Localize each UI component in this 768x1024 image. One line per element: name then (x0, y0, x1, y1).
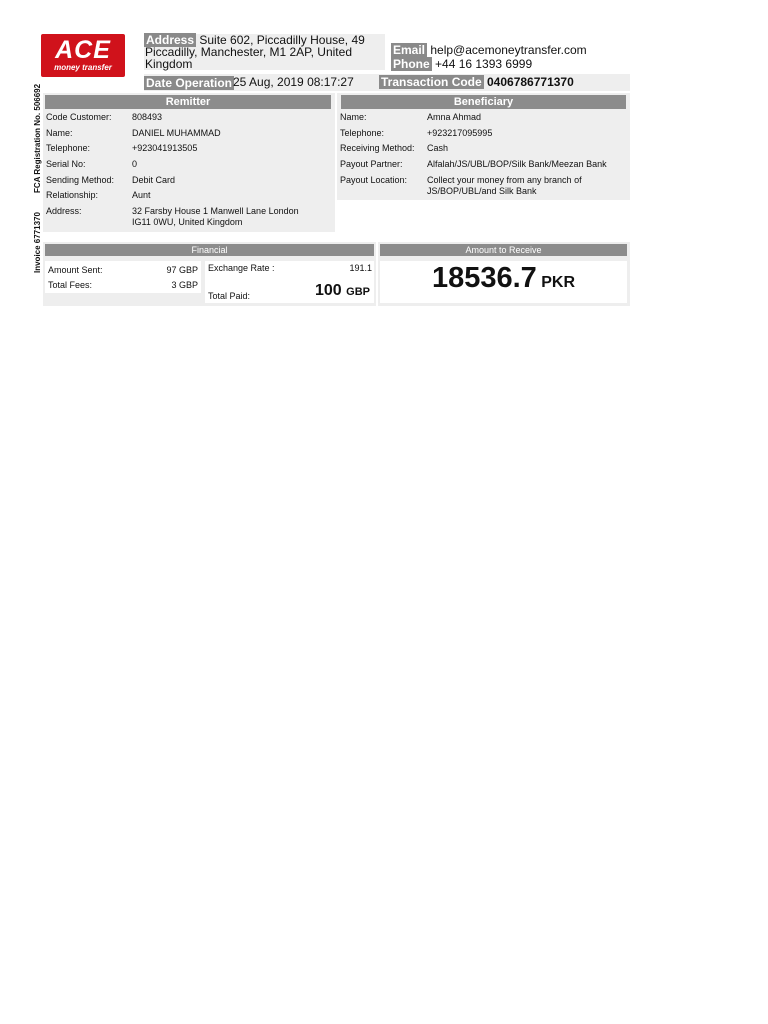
address-label: Address (146, 33, 195, 47)
total-paid-amount (315, 282, 370, 300)
remitter-header: Remitter (45, 95, 331, 109)
ace-logo (41, 34, 125, 77)
beneficiary-value: Alfalah/JS/UBL/BOP/Silk Bank/Meezan Bank (427, 159, 607, 169)
exchange-rate-label: Exchange Rate : (208, 263, 275, 273)
transaction-code: 0406786771370 (487, 75, 574, 89)
remitter-label: Sending Method: (46, 175, 115, 185)
remitter-value: 32 Farsby House 1 Manwell Lane London (132, 206, 299, 216)
date-label: Date Operation (146, 76, 233, 90)
remitter-value: Aunt (132, 190, 151, 200)
total-paid-value: 100 (315, 282, 342, 299)
remitter-value: 808493 (132, 112, 163, 122)
remitter-value: +923041913505 (132, 143, 198, 153)
remitter-label: Telephone: (46, 143, 91, 153)
email-value[interactable]: help@acemoneytransfer.com (430, 43, 587, 57)
remitter-label: Relationship: (46, 190, 99, 200)
remitter-value-line2: IG11 0WU, United Kingdom (132, 217, 243, 227)
email-label: Email (393, 43, 426, 57)
amount-sent-label: Amount Sent: (48, 265, 103, 275)
amount-sent-value: 97 GBP (166, 265, 198, 275)
address-line2: Piccadilly, Manchester, M1 2AP, United (145, 45, 352, 59)
beneficiary-value: Collect your money from any branch of (427, 175, 582, 185)
beneficiary-value: Cash (427, 143, 449, 153)
address-block (144, 34, 385, 70)
address-line3: Kingdom (145, 57, 193, 71)
beneficiary-label: Payout Partner: (340, 159, 403, 169)
exchange-rate-value: 191.1 (349, 263, 372, 273)
transaction-label: Transaction Code (381, 75, 482, 89)
remitter-label: Serial No: (46, 159, 86, 169)
contact-block (391, 43, 587, 71)
total-paid-currency: GBP (346, 286, 370, 298)
total-fees-label: Total Fees: (48, 280, 93, 290)
invoice-number: Invoice 6771370 (33, 212, 42, 273)
beneficiary-value-line2: JS/BOP/UBL/and Silk Bank (427, 186, 537, 196)
remitter-label: Address: (46, 206, 82, 216)
fca-registration: FCA Registration No. 506692 (33, 83, 42, 193)
receive-box (380, 261, 627, 303)
receive-amount: 18536.7 (431, 262, 537, 294)
financial-header: Financial (45, 244, 374, 256)
address-line1: Suite 602, Piccadilly House, 49 (199, 33, 365, 47)
remitter-label: Name: (46, 128, 73, 138)
beneficiary-header: Beneficiary (341, 95, 626, 109)
beneficiary-label: Receiving Method: (340, 143, 415, 153)
phone-label: Phone (393, 57, 430, 71)
logo-tagline: money transfer (54, 63, 112, 72)
total-fees-value: 3 GBP (171, 280, 198, 290)
receive-header: Amount to Receive (380, 244, 627, 256)
beneficiary-label: Name: (340, 112, 367, 122)
remitter-value: DANIEL MUHAMMAD (132, 128, 221, 138)
remitter-value: 0 (132, 159, 138, 169)
phone-value: +44 16 1393 6999 (435, 57, 533, 71)
remitter-value: Debit Card (132, 175, 176, 185)
beneficiary-label: Telephone: (340, 128, 385, 138)
beneficiary-value: +923217095995 (427, 128, 493, 138)
logo-brand: ACE (55, 36, 111, 64)
beneficiary-value: Amna Ahmad (427, 112, 482, 122)
date-value: 25 Aug, 2019 08:17:27 (233, 75, 354, 89)
receive-panel (378, 242, 630, 306)
remitter-label: Code Customer: (46, 112, 112, 122)
date-transaction-bar (144, 74, 630, 91)
total-paid-label: Total Paid: (208, 291, 251, 301)
receive-currency: PKR (541, 274, 576, 291)
beneficiary-label: Payout Location: (340, 175, 408, 185)
